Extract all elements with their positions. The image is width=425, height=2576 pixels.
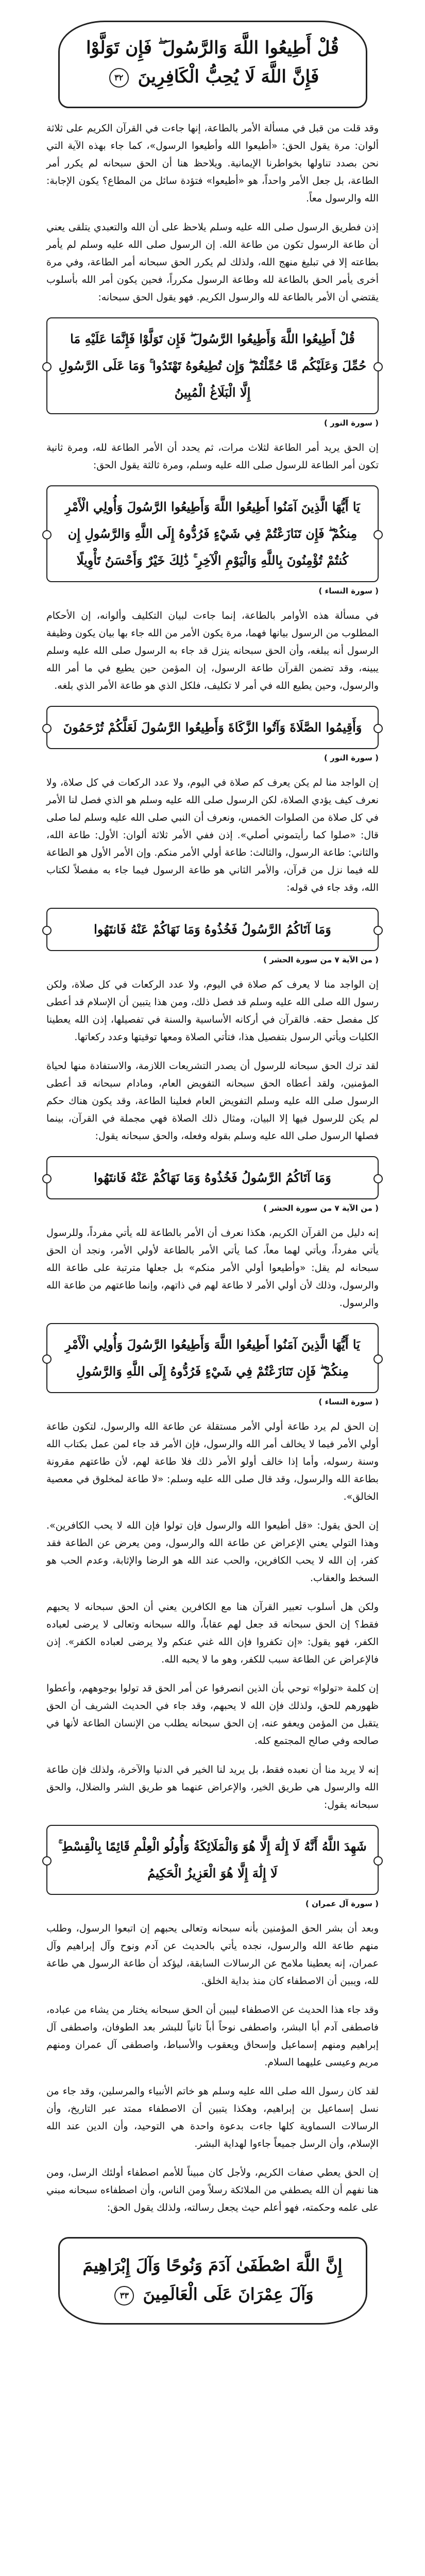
footer-ayah-frame	[58, 2237, 367, 2325]
quran-quote-3: وَأَقِيمُوا الصَّلَاةَ وَآتُوا الزَّكَاةَ وَأَطِيعُوا الرَّسُولَ لَعَلَّكُمْ تُرْحَمُونَ	[46, 706, 379, 749]
source-5: ( من الآية ٧ من سورة الحشر )	[263, 1204, 379, 1213]
header-ayah-text-2: فَإِنَّ اللَّهَ لَا يُحِبُّ الْكَافِرِينَ	[138, 66, 319, 87]
source-4: ( من الآية ٧ من سورة الحشر )	[263, 955, 379, 964]
paragraph-6: إن الواجد منا لا يعرف كم صلاة في اليوم، ولا عدد الركعات في كل صلاة، ولكن رسول الله صلى الله عليه وسلم قد فصل ذلك، ومن هذا يتبين أن الإسلام قد أعطى كل مفصل حقه. فالقرآن في أركانه الأساسية والسنة في تفصيلها، إذن الله يعطينا الكليات ويأتي الرسول بتفصيل هذا، فتأتي الصلاة ومعها توقيتها وعدد ركعاتها.	[46, 979, 379, 1043]
header-ayah-frame	[58, 21, 367, 108]
paragraph-12: إن كلمة «تولوا» توحي بأن الذين انصرفوا عن أمر الحق قد تولوا بوجوههم، وأعطوا ظهورهم للحق، ولذلك فإن الله لا يحبهم، وقد جاء في الحديث الشريف أن الحق يتقبل من المؤمن ويعفو عنه، إن الحق سبحانه يطلب من الإنسان الطاعة لأنها في صالحه وفي صالح المجتمع كله.	[46, 1683, 379, 1747]
paragraph-13: إنه لا يريد منا أن نعبده فقط، بل يريد لنا الخير في الدنيا والآخرة، ولذلك فإن طاعة الله والرسول هي طريق الخير، والإعراض عنهما هو طريق الشر والضلال، والحق سبحانه يقول:	[46, 1764, 379, 1810]
source-7: ( سورة آل عمران )	[305, 1899, 379, 1908]
paragraph-4: في مسألة هذه الأوامر بالطاعة، إنما جاءت لبيان التكليف وألوانه، إن الأحكام المطلوب من الرسول بيانها فهما، مرة يكون الأمر من الله جاء بها بيان يكون وظيفة الرسول أنه يبلغه، وأن الحق سبحانه ينزل قد جاء به الرسول صلى الله عليه وسلم يبينه، وقد تضمن القرآن طاعة الرسول، إن المؤمن حين يطيع في ما أمر الله والرسول، وحين يطيع الله في أمر لا تكليف، فلكل الذي هو طاعة الأمر الذي بلغه.	[46, 610, 379, 691]
source-3: ( سورة النور )	[324, 753, 379, 762]
quran-quote-4: وَمَا آتَاكُمُ الرَّسُولُ فَخُذُوهُ وَمَا نَهَاكُمْ عَنْهُ فَانتَهُوا	[46, 908, 379, 951]
paragraph-7: لقد ترك الحق سبحانه للرسول أن يصدر التشريعات اللازمة، والاستفادة منها لحياة المؤمنين، ولقد أعطاه الحق سبحانه التفويض العام، ومادام سبحانه قد أعطى الرسول صلى الله عليه وسلم التفويض العام فعلينا الطاعة، وقد يكون هناك حكم لم يكن للرسول فيها إلا البيان، ومثال ذلك الصلاة فهي مجملة في القرآن، بينما فصلها الرسول صلى الله عليه وسلم بقوله وفعله، والحق سبحانه يقول:	[46, 1060, 379, 1142]
paragraph-5: إن الواجد منا لم يكن يعرف كم صلاة في اليوم، ولا عدد الركعات في كل صلاة، ولا نعرف كيف يؤدي الصلاة، لكن الرسول صلى الله عليه وسلم هو الذي فصل لنا الأمر في كل صلاة من الصلوات الخمس، ونعرف أن النبي صلى الله عليه وسلم لما صلى قال: «صلوا كما رأيتموني أصلي». إذن ففي الأمر ثلاثة ألوان: الأول: طاعة الله، والثاني: طاعة الرسول، والثالث: طاعة أولي الأمر منكم. وإن الأمر الأول هو الطاعة لله فيما نزل من قرآن، والأمر الثاني هو طاعة الرسول فيما جاء به مفصلاً لكتاب الله، وقد جاء في قوله:	[46, 777, 379, 893]
footer-ayah-line-2	[60, 2280, 366, 2309]
quran-quote-1: قُلْ أَطِيعُوا اللَّهَ وَأَطِيعُوا الرَّسُولَ ۖ فَإِن تَوَلَّوْا فَإِنَّمَا عَلَيْهِ مَا حُمِّلَ وَعَلَيْكُم مَّا حُمِّلْتُمْ ۖ وَإِن تُطِيعُوهُ تَهْتَدُوا ۚ وَمَا عَلَى الرَّسُولِ إِلَّا الْبَلَاغُ الْمُبِينُ	[46, 317, 379, 414]
paragraph-8: إنه دليل من القرآن الكريم، هكذا نعرف أن الأمر بالطاعة لله يأتي مفرداً، وللرسول يأتي مفرداً، ويأتي لهما معاً، كما يأتي الأمر بالطاعة لأولي الأمر، ونجد أن الحق سبحانه لم يقل: «وأطيعوا أولي الأمر منكم» بل جعلها مترتبة على طاعة الله والرسول، وذلك لأن أولي الأمر لا طاعة لهم في ذاتهم، وإنما طاعتهم من طاعة الله والرسول.	[46, 1227, 379, 1309]
paragraph-17: إن الحق يعطي صفات الكريم، ولأجل كان مبيناً للأمم اصطفاء أولئك الرسل، ومن هنا نفهم أن الله يصطفي من الملائكة رسلاً ومن الناس، وأن اصطفاءه سبحانه مبني على علمه وحكمته، فهو أعلم حيث يجعل رسالته، ولذلك يقول الحق:	[46, 2167, 379, 2213]
paragraph-14: وبعد أن بشر الحق المؤمنين بأنه سبحانه وتعالى يحبهم إن اتبعوا الرسول، وطلب منهم طاعة الله والرسول، نجده يأتي بالحديث عن آدم ونوح وآل إبراهيم وآل عمران، إنه يعطينا ملامح عن الرسالات السابقة، ليؤكد أن طاعة الرسول هي طاعة لله، ويبين أن الاصطفاء كان منذ بداية الخلق.	[46, 1923, 379, 1987]
source-2: ( سورة النساء )	[318, 586, 379, 596]
paragraph-15: وقد جاء هذا الحديث عن الاصطفاء ليبين أن الحق سبحانه يختار من يشاء من عباده، فاصطفى آدم أبا البشر، واصطفى نوحاً أباً ثانياً للبشر بعد الطوفان، واصطفى آل إبراهيم ومنهم إسماعيل وإسحاق ويعقوب والأسباط، واصطفى آل عمران ومنهم مريم وعيسى عليهما السلام.	[46, 2004, 379, 2068]
paragraph-1: وقد قلت من قبل في مسألة الأمر بالطاعة، إنها جاءت في القرآن الكريم على ثلاثة ألوان: مرة يقول الحق: «أطيعوا الله وأطيعوا الرسول»، كما جاء بهذه الآية التي نحن بصدد تناولها بخواطرنا الإيمانية. ويلاحظ هنا أن الحق سبحانه لم يكرر أمر الطاعة، بل جعل الأمر واحداً، هو «أطيعوا» فتؤدة سائل من المطاع؟ يكون الإجابة: الله والرسول معاً.	[46, 123, 379, 204]
paragraph-3: إن الحق يريد أمر الطاعة لثلاث مرات، ثم يحدد أن الأمر الطاعة لله، ومرة ثانية تكون أمر الطاعة للرسول صلى الله عليه وسلم، ومرة ثالثة يقول الحق:	[46, 442, 379, 471]
quran-quote-7: شَهِدَ اللَّهُ أَنَّهُ لَا إِلَٰهَ إِلَّا هُوَ وَالْمَلَائِكَةُ وَأُولُو الْعِلْمِ قَائِمًا بِالْقِسْطِ ۚ لَا إِلَٰهَ إِلَّا هُوَ الْعَزِيزُ الْحَكِيمُ	[46, 1825, 379, 1895]
quran-quote-6: يَا أَيُّهَا الَّذِينَ آمَنُوا أَطِيعُوا اللَّهَ وَأَطِيعُوا الرَّسُولَ وَأُولِي الْأَمْرِ مِنكُمْ ۖ فَإِن تَنَازَعْتُمْ فِي شَيْءٍ فَرُدُّوهُ إِلَى اللَّهِ وَالرَّسُولِ	[46, 1323, 379, 1393]
quran-quote-2: يَا أَيُّهَا الَّذِينَ آمَنُوا أَطِيعُوا اللَّهَ وَأَطِيعُوا الرَّسُولَ وَأُولِي الْأَمْرِ مِنكُمْ ۖ فَإِن تَنَازَعْتُمْ فِي شَيْءٍ فَرُدُّوهُ إِلَى اللَّهِ وَالرَّسُولِ إِن كُنتُمْ تُؤْمِنُونَ بِاللَّهِ وَالْيَوْمِ الْآخِرِ ۚ ذَٰلِكَ خَيْرٌ وَأَحْسَنُ تَأْوِيلًا	[46, 485, 379, 582]
footer-ayah-text-2: وَآلَ عِمْرَانَ عَلَى الْعَالَمِينَ	[143, 2284, 314, 2304]
header-ayah-line-1: قُلْ أَطِيعُوا اللَّهَ وَالرَّسُولَ ۖ فَإِن تَوَلَّوْا	[86, 38, 339, 58]
header-ayah-line-2	[60, 62, 366, 91]
paragraph-10: إن الحق يقول: «قل أطيعوا الله والرسول فإن تولوا فإن الله لا يحب الكافرين». وهذا التولي يعني الإعراض عن طاعة الله والرسول، ومن يعرض عن الطاعة فقد كفر، إن الله لا يحب الكافرين، والحب عند الله هو الرضا والإثابة، وعدم الحب هو السخط والعقاب.	[46, 1520, 379, 1584]
source-6: ( سورة النساء )	[318, 1397, 379, 1406]
paragraph-2: إذن فطريق الرسول صلى الله عليه وسلم يلاحظ على أن الله والتعبدي يتلقى يعني أن طاعة الرسول تكون من طاعة الله. إن الرسول صلى الله عليه وسلم لم يأمر بطاعته إلا في تبليغ منهج الله، ولذلك لم يكرر الحق سبحانه أمر الطاعة، وفي مرة أخرى يأمر الحق بالطاعة لله وطاعة الرسول مكرراً، فحين يكون أمر الله بأسلوب يقتضي أن الأمر بالطاعة لله والرسول الكريم. فهو يقول الحق سبحانه:	[46, 222, 379, 303]
footer-ayah-number: ٣٣	[114, 2286, 134, 2306]
footer-ayah-line-1: إِنَّ اللَّهَ اصْطَفَىٰ آدَمَ وَنُوحًا وَآلَ إِبْرَاهِيمَ	[82, 2256, 343, 2275]
paragraph-11: ولكن هل أسلوب تعبير القرآن هنا مع الكافرين يعني أن الحق سبحانه لا يحبهم فقط؟ إن الحق سبحانه قد جعل لهم عقاباً، والله سبحانه وتعالى لا يرضى لعباده الكفر، فهو يقول: «إن تكفروا فإن الله غني عنكم ولا يرضى لعباده الكفر». إذن فالإعراض عن الطاعة سبب للكفر، وهو ما لا يحبه الله.	[46, 1601, 379, 1665]
paragraph-16: لقد كان رسول الله صلى الله عليه وسلم هو خاتم الأنبياء والمرسلين، وقد جاء من نسل إسماعيل بن إبراهيم، وهكذا يتبين أن الاصطفاء ممتد عبر التاريخ، وأن الرسالات السماوية كلها جاءت بدعوة واحدة هي التوحيد، وأن الدين عند الله الإسلام، وأن الرسل جميعاً جاءوا لهداية البشر.	[46, 2086, 379, 2149]
paragraph-9: إن الحق لم يرد طاعة أولي الأمر مستقلة عن طاعة الله والرسول، لتكون طاعة أولي الأمر فيما لا يخالف أمر الله والرسول، فإن الأمر قد جاء لمن عمل بكتاب الله وسنة رسوله، وأما إذا خالف أولو الأمر ذلك فلا طاعة لهم، لأن طاعتهم مقرونة بطاعة الله والرسول، وقد قال صلى الله عليه وسلم: «لا طاعة لمخلوق في معصية الخالق».	[46, 1421, 379, 1502]
source-1: ( سورة النور )	[324, 418, 379, 428]
quran-quote-5: وَمَا آتَاكُمُ الرَّسُولُ فَخُذُوهُ وَمَا نَهَاكُمْ عَنْهُ فَانتَهُوا	[46, 1156, 379, 1199]
header-ayah-number: ٣٢	[109, 68, 129, 88]
